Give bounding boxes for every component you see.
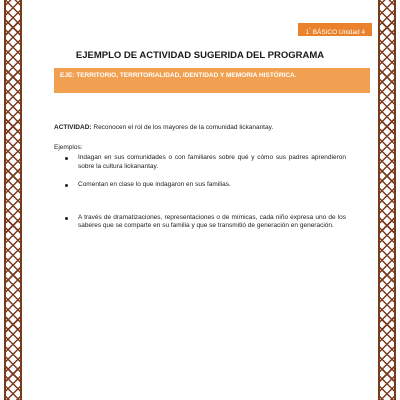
unit-badge <box>298 23 372 36</box>
unit-grade-ordinal: ° <box>308 27 311 32</box>
page-title: EJEMPLO DE ACTIVIDAD SUGERIDA DEL PROGRAMA <box>75 50 325 61</box>
decorative-border-left <box>4 0 22 400</box>
unit-label: BÁSICO Unidad 4 <box>310 29 365 37</box>
activity-text: Reconocen el rol de los mayores de la comunidad lickanantay. <box>91 124 274 131</box>
activity-label: ACTIVIDAD: <box>54 124 92 131</box>
list-item: Indagan en sus comunidades o con familiares sobre qué y cómo sus padres aprendieron sobre la cultura lickanantay. <box>54 154 346 171</box>
examples-label: Ejemplos: <box>54 143 83 151</box>
activity-statement <box>54 124 346 133</box>
list-item: A través de dramatizaciones, representaciones o de mímicas, cada niño expresa uno de los saberes que se comparte en su familia y que se transmitió de generación en generación. <box>54 214 346 231</box>
eje-banner: EJE: TERRITORIO, TERRITORIALIDAD, IDENTIDAD Y MEMORIA HISTÓRICA. <box>54 68 370 93</box>
activity-content <box>54 124 346 231</box>
unit-grade-number: 1 <box>305 29 309 37</box>
decorative-border-right <box>378 0 396 400</box>
examples-list <box>54 154 346 231</box>
list-item: Comentan en clase lo que indagaron en sus familias. <box>54 181 346 190</box>
